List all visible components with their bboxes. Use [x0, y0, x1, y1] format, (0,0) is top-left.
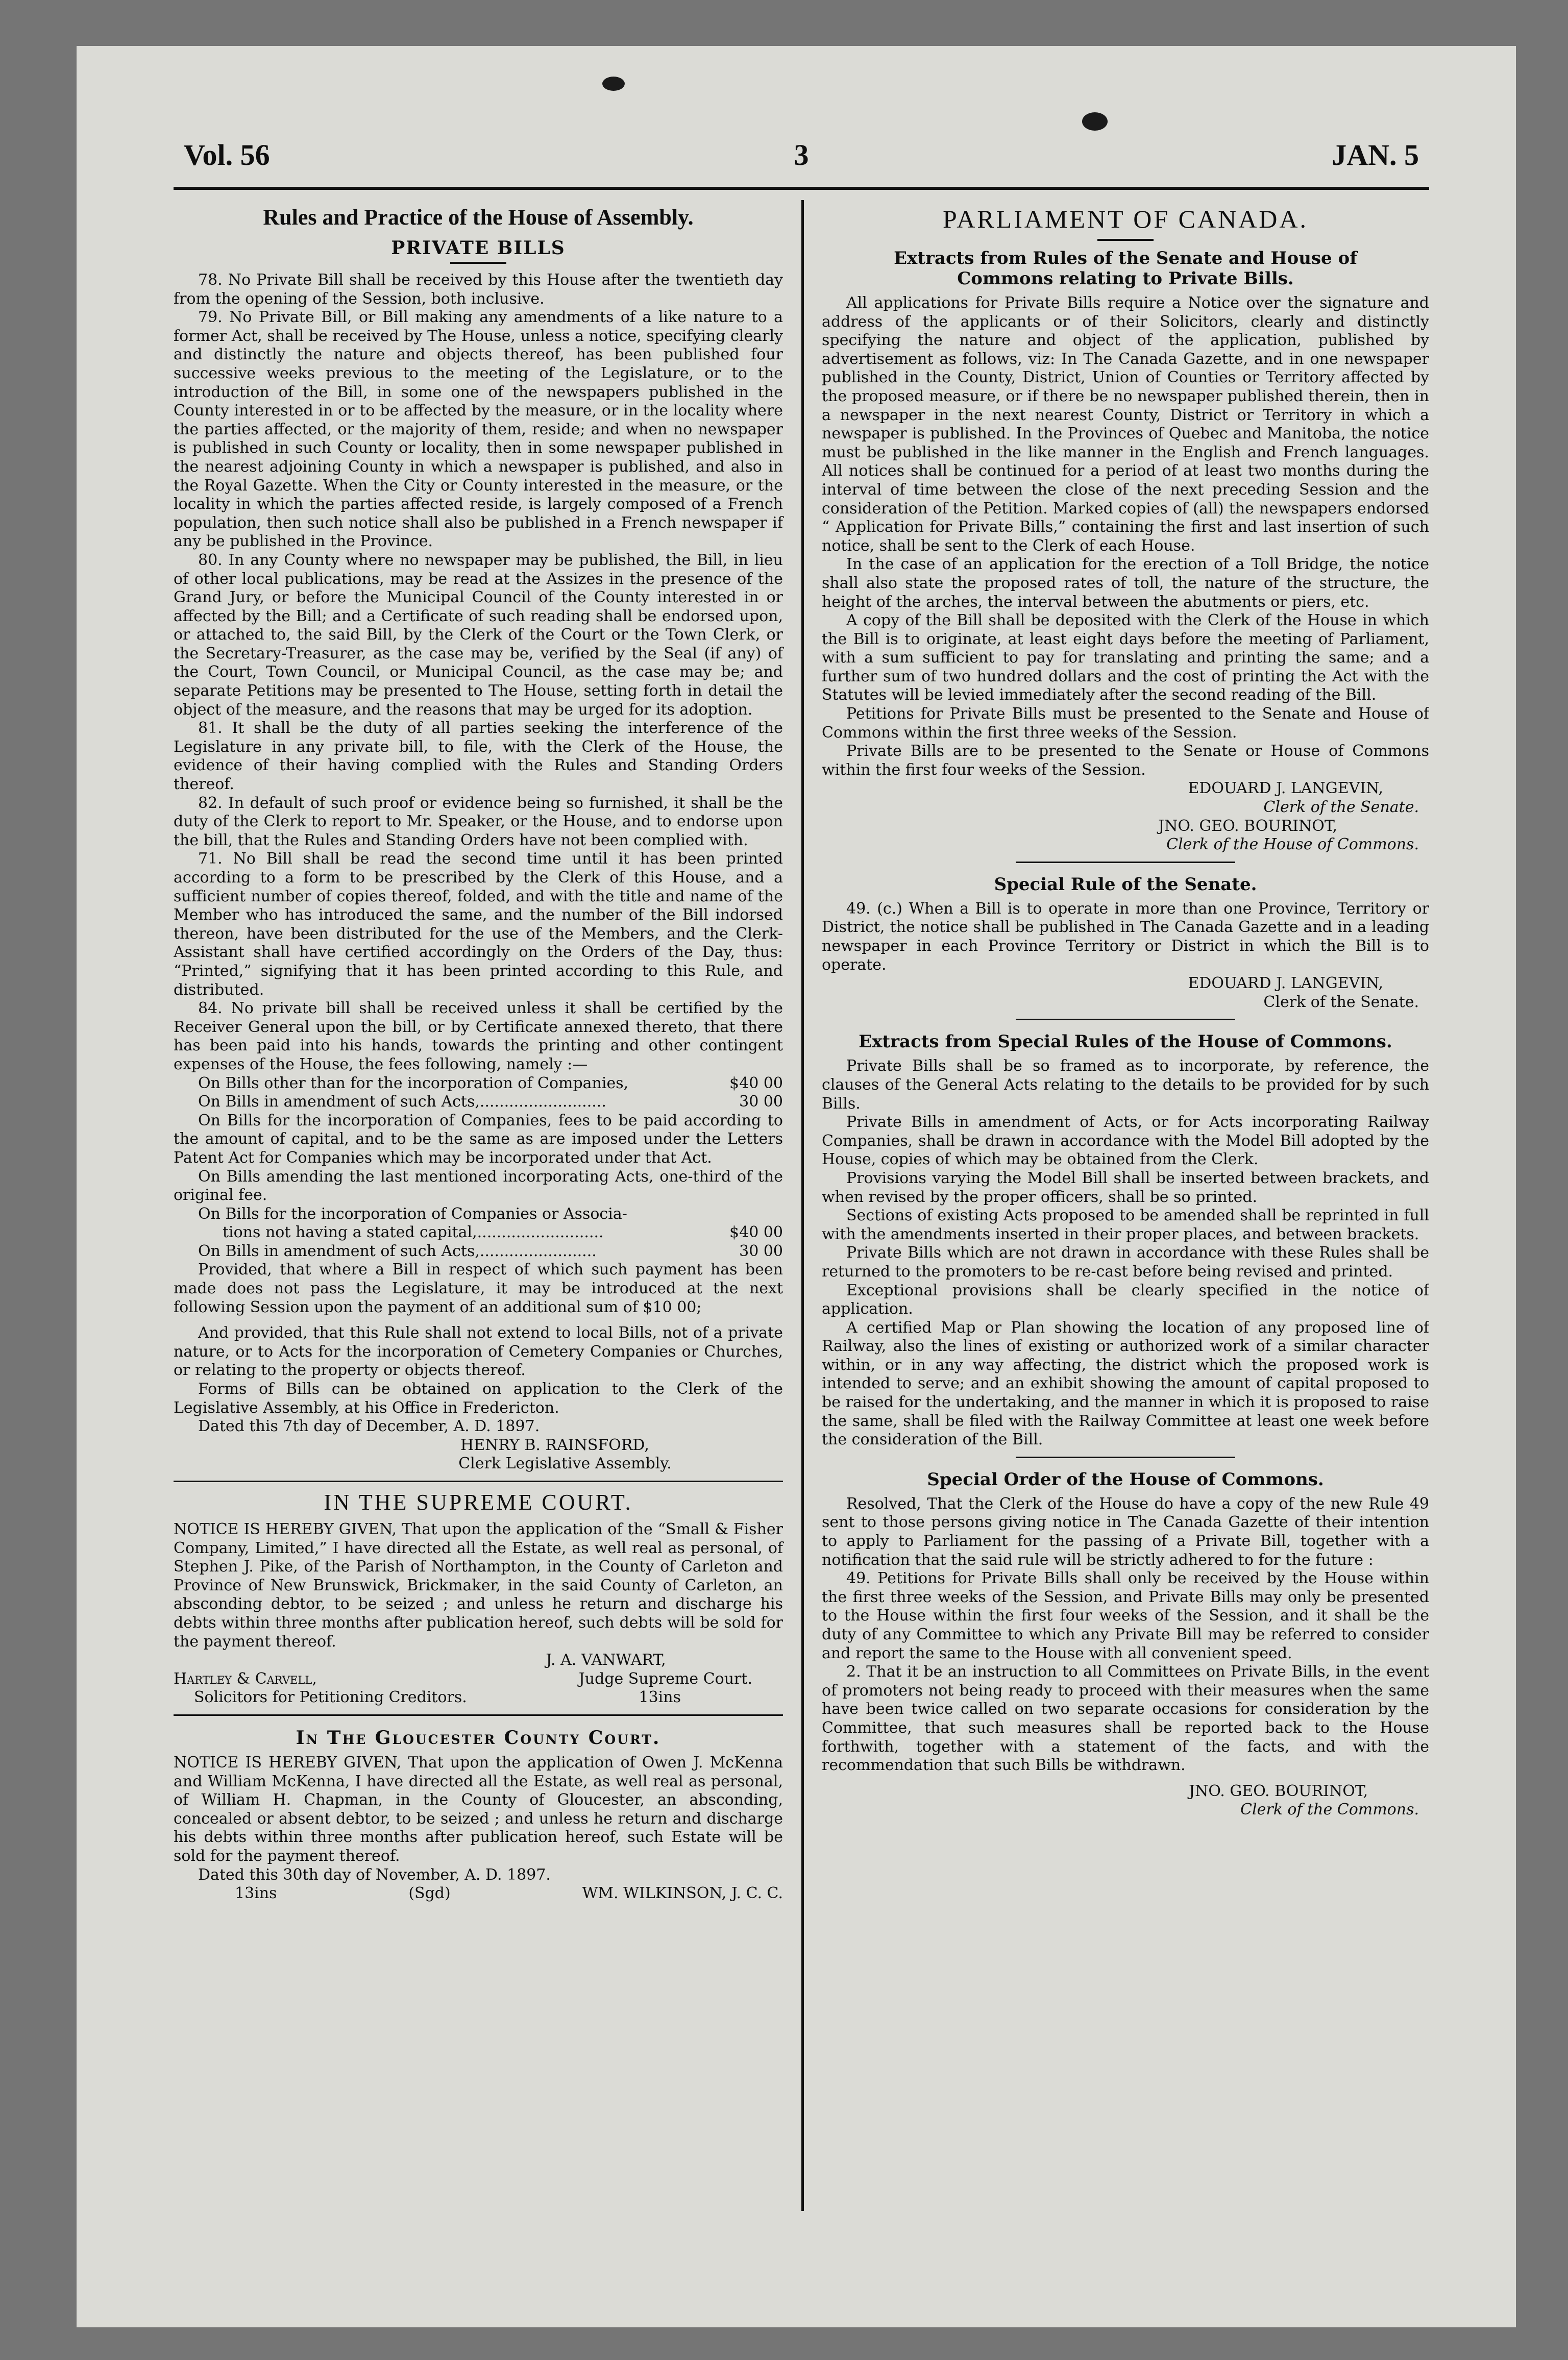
fee-value: $40 00	[729, 1223, 783, 1242]
divider	[450, 262, 506, 264]
commons-rule-paragraph: Sections of existing Acts proposed to be amended shall be reprinted in full with the amendments inserted in their proper places, and between brackets.	[822, 1207, 1429, 1243]
toll-bridge-paragraph: In the case of an application for the erection of a Toll Bridge, the notice shall also state the proposed rates of toll, the nature of the structure, the height of the arches, the interval between the abutments or piers, etc.	[822, 555, 1429, 611]
fee-paragraph: On Bills amending the last mentioned incorporating Acts, one-third of the original fee.	[174, 1167, 783, 1204]
signature-name: JNO. GEO. BOURINOT,	[1158, 817, 1337, 835]
senate-rule-heading: Special Rule of the Senate.	[994, 874, 1257, 895]
supreme-court-notice: NOTICE IS HEREBY GIVEN, That upon the application of the “Small & Fisher Company, Limited,” I have directed all the Estate, as well real as personal, of Stephen J. Pike, of the Parish of Northampton, in the County of Carleton and Province of New Brunswick, Brickmaker, in the said County of Carleton, an absconding debtor, to be seized ; and unless he return and discharge his debts within three months after publication hereof, such debts will be sold for the payment thereof.	[174, 1520, 783, 1651]
signature-title: Clerk of the House of Commons.	[1166, 835, 1419, 854]
proviso-paragraph: And provided, that this Rule shall not extend to local Bills, not of a private nature, or to Acts for the incorporation of Cemetery Companies or Churches, or relating to the property or objects thereof.	[174, 1324, 783, 1380]
signature-title: Clerk of the Senate.	[1263, 798, 1419, 817]
fee-line	[174, 1093, 783, 1112]
gloucester-court-notice: NOTICE IS HEREBY GIVEN, That upon the application of Owen J. McKenna and William McKenna, I have directed all the Estate, as well real as personal, of William H. Chapman, in the County of Gloucester, an absconding, concealed or absent debtor, to be seized ; and unless he return and discharge his debts within three months after publication hereof, such Estate will be sold for the payment thereof.	[174, 1753, 783, 1865]
fee-paragraph: On Bills for the incorporation of Companies, fees to be paid according to the amount of capital, and to be the same as are imposed under the Letters Patent Act for Companies which may be incorporated under that Act.	[174, 1111, 783, 1167]
signature-title: Clerk of the Senate.	[1263, 993, 1419, 1011]
special-order-paragraph: 2. That it be an instruction to all Committees on Private Bills, in the event of promoters not being ready to proceed with their measures when the same have been twice called on two separate occasions for consideration by the Committee, that such measures shall be reported back to the House forthwith, together with a statement of the facts, and with the recommendation that such Bills be withdrawn.	[822, 1663, 1429, 1775]
divider	[1016, 1457, 1235, 1458]
page-header	[174, 122, 1429, 184]
rule-82: 82. In default of such proof or evidence being so furnished, it shall be the duty of the Clerk to report to Mr. Speaker, or the House, and to endorse upon the bill, that the Rules and Standing Orders have not been complied with.	[174, 794, 783, 849]
divider	[174, 1481, 783, 1482]
divider	[174, 1714, 783, 1716]
solicitor-role: Solicitors for Petitioning Creditors.	[194, 1688, 467, 1707]
proviso-paragraph: Provided, that where a Bill in respect of which such payment has been made does not pass the Legislature, it may be introduced at the next following Session upon the payment of an additional sum of $10 00;	[174, 1261, 783, 1316]
fee-text: tions not having a stated capital,..........................	[223, 1223, 604, 1242]
judge-signature: WM. WILKINSON, J. C. C.	[582, 1884, 783, 1903]
fee-text: On Bills in amendment of such Acts,..........................	[198, 1093, 606, 1111]
commons-rule-paragraph: Private Bills which are not drawn in accordance with these Rules shall be returned to the promoters to be re-cast before being revised and printed.	[822, 1244, 1429, 1281]
gloucester-court-heading: In The Gloucester County Court.	[296, 1727, 661, 1749]
fee-paragraph: On Bills for the incorporation of Companies or Associa-	[198, 1204, 627, 1223]
special-order-heading: Special Order of the House of Commons.	[927, 1469, 1324, 1490]
signed-mark: (Sgd)	[408, 1884, 451, 1903]
commons-rule-paragraph: Exceptional provisions shall be clearly specified in the notice of application.	[822, 1281, 1429, 1318]
rule-71: 71. No Bill shall be read the second time until it has been printed according to a form to be prescribed by the Clerk of this House, and a sufficient number of copies thereof, folded, and with the title and name of the Member who has introduced the same, and the number of the Bill indorsed thereon, have been distributed for the use of the Members, and the Clerk-Assistant shall have certified accordingly on the Orders of the Day, thus: “Printed,” signifying that it has been printed according to this Rule, and distributed.	[174, 850, 783, 999]
commons-rules-heading: Extracts from Special Rules of the House of Commons.	[859, 1031, 1392, 1052]
fee-value: 30 00	[739, 1242, 783, 1260]
insertion-count: 13ins	[235, 1884, 277, 1903]
newspaper-page	[77, 46, 1516, 2327]
signature-row	[174, 1688, 783, 1707]
signature-name: JNO. GEO. BOURINOT,	[1189, 1782, 1368, 1800]
judge-name: J. A. VANWART,	[546, 1651, 666, 1669]
signature-row	[174, 1884, 783, 1903]
fee-line	[174, 1074, 783, 1093]
fee-line	[174, 1242, 783, 1261]
signature-title: Clerk Legislative Assembly.	[458, 1455, 672, 1473]
left-column	[174, 190, 801, 2231]
presentation-paragraph: Private Bills are to be presented to the Senate or House of Commons within the first four weeks of the Session.	[822, 742, 1429, 779]
fee-text: On Bills other than for the incorporation of Companies,	[198, 1074, 629, 1092]
rules-title: Rules and Practice of the House of Assembly.	[263, 205, 694, 230]
issue-date: JAN. 5	[1332, 138, 1419, 171]
supreme-court-heading: IN THE SUPREME COURT.	[324, 1490, 633, 1515]
divider	[1097, 239, 1154, 241]
extracts-heading: Extracts from Rules of the Senate and House of Commons relating to Private Bills.	[894, 248, 1357, 289]
dated-line: Dated this 7th day of December, A. D. 1897.	[198, 1417, 540, 1436]
page-number: 3	[794, 138, 809, 171]
forms-paragraph: Forms of Bills can be obtained on application to the Clerk of the Legislative Assembly, at his Office in Fredericton.	[174, 1380, 783, 1417]
rule-81: 81. It shall be the duty of all parties seeking the interference of the Legislature in any private bill, to file, with the Clerk of the House, the evidence of their having complied with the Rules and Standing Orders thereof.	[174, 719, 783, 794]
rule-78: 78. No Private Bill shall be received by this House after the twentieth day from the opening of the Session, both inclusive.	[174, 271, 783, 308]
dated-line: Dated this 30th day of November, A. D. 1897.	[198, 1865, 551, 1884]
columns	[174, 190, 1429, 2231]
signature-name: HENRY B. RAINSFORD,	[460, 1436, 649, 1454]
fee-line	[174, 1223, 783, 1242]
binding-hole-1	[602, 77, 625, 91]
commons-rule-paragraph: A certified Map or Plan showing the location of any proposed line of Railway, also the lines of existing or authorized work of a similar character within, or in any way affecting, the district which the proposed work is intended to serve; and an exhibit showing the amount of capital proposed to be raised for the undertaking, and the manner in which it is proposed to raise the same, shall be filed with the Railway Committee at least one week before the consideration of the Bill.	[822, 1318, 1429, 1449]
insertion-count: 13ins	[639, 1688, 681, 1707]
commons-rule-paragraph: Private Bills shall be so framed as to incorporate, by reference, the clauses of the General Acts relating to the details to be provided for by such Bills.	[822, 1057, 1429, 1113]
fee-value: 30 00	[739, 1093, 783, 1111]
right-column	[801, 190, 1429, 2231]
special-order-paragraph: Resolved, That the Clerk of the House do have a copy of the new Rule 49 sent to those persons giving notice in The Canada Gazette of their intention to apply to Parliament for the passing of a Private Bill, together with a notification that the said rule will be strictly adhered to for the future :	[822, 1494, 1429, 1569]
divider	[1016, 1019, 1235, 1020]
special-order-paragraph: 49. Petitions for Private Bills shall only be received by the House within the first three weeks of the Session, and Private Bills may only be presented to the House within the first four weeks of the Session, and it shall be the duty of any Committee to which any Private Bill may be referred to consider and report the same to the House with all convenient speed.	[822, 1569, 1429, 1662]
rule-84: 84. No private bill shall be received unless it shall be certified by the Receiver General upon the bill, or by Certificate annexed thereto, that there has been paid into his hands, towards the printing and other contingent expenses of the House, the fees following, namely :—	[174, 999, 783, 1073]
parliament-title: PARLIAMENT OF CANADA.	[942, 205, 1309, 233]
judge-title: Judge Supreme Court.	[578, 1669, 752, 1688]
volume-label: Vol. 56	[184, 138, 270, 171]
fee-value: $40 00	[729, 1074, 783, 1092]
signature-row	[174, 1670, 783, 1689]
senate-rule-text: 49. (c.) When a Bill is to operate in more than one Province, Territory or District, the notice shall be published in The Canada Gazette and in a leading newspaper in each Province Territory or District in which the Bill is to operate.	[822, 899, 1429, 974]
private-bills-heading: PRIVATE BILLS	[391, 237, 566, 259]
divider	[1016, 862, 1235, 863]
commons-rule-paragraph: Provisions varying the Model Bill shall be inserted between brackets, and when revised by the proper officers, shall be so printed.	[822, 1169, 1429, 1206]
deposit-paragraph: A copy of the Bill shall be deposited with the Clerk of the House in which the Bill is to originate, at least eight days before the meeting of Parliament, with a sum sufficient to pay for translating and printing the same; and a further sum of two hundred dollars and the cost of printing the Act with the Statutes will be levied immediately after the second reading of the Bill.	[822, 611, 1429, 704]
notice-paragraph: All applications for Private Bills require a Notice over the signature and address of the applicants or of their Solicitors, clearly and distinctly specifying the nature and object of the application, published by advertisement as follows, viz: In The Canada Gazette, and in one newspaper published in the County, District, Union of Counties or Territory affected by the proposed measure, or if there be no newspaper published therein, then in a newspaper in the next nearest County, District or Territory in which a newspaper is published. In the Provinces of Quebec and Manitoba, the notice must be published in the like manner in the English and French languages. All notices shall be continued for a period of at least two months during the interval of time between the close of the next preceding Session and the consideration of the Petition. Marked copies of (all) the newspapers endorsed “ Application for Private Bills,” containing the first and last insertion of such notice, shall be sent to the Clerk of each House.	[822, 294, 1429, 555]
petitions-paragraph: Petitions for Private Bills must be presented to the Senate and House of Commons within the first three weeks of the Session.	[822, 705, 1429, 742]
rule-80: 80. In any County where no newspaper may be published, the Bill, in lieu of other local publications, may be read at the Assizes in the presence of the Grand Jury, or before the Municipal Council of the County interested in or affected by the Bill; and a Certificate of such reading shall be endorsed upon, or attached to, the said Bill, by the Clerk of the Court or the Town Clerk, or the Secretary-Treasurer, as the case may be, verified by the Seal (if any) of the Court, Town Council, or Municipal Council, as the case may be; and separate Petitions may be presented to The House, setting forth in detail the object of the measure, and the reasons that may be urged for its adoption.	[174, 551, 783, 719]
rule-79: 79. No Private Bill, or Bill making any amendments of a like nature to a former Act, shall be received by The House, unless a notice, specifying clearly and distinctly the nature and objects thereof, has been published four successive weeks previous to the meeting of the Legislature, or to the introduction of the Bill, in some one of the newspapers published in the County interested in or to be affected by the measure, or in the locality where the parties affected, or the majority of them, reside; and when no newspaper is published in such County or locality, then in some newspaper published in the nearest adjoining County in which a newspaper is published, and also in the Royal Gazette. When the City or County interested in the measure, or the locality in which the parties affected reside, is largely composed of a French population, then such notice shall also be published in a French newspaper if any be published in the Province.	[174, 308, 783, 551]
signature-name: EDOUARD J. LANGEVIN,	[1188, 974, 1383, 993]
signature-title: Clerk of the Commons.	[1240, 1801, 1419, 1819]
fee-text: On Bills in amendment of such Acts,........................	[198, 1242, 597, 1260]
solicitor-firm: Hartley & Carvell,	[174, 1669, 317, 1688]
signature-name: EDOUARD J. LANGEVIN,	[1188, 779, 1383, 798]
commons-rule-paragraph: Private Bills in amendment of Acts, or for Acts incorporating Railway Companies, shall be drawn in accordance with the Model Bill adopted by the House, copies of which may be obtained from the Clerk.	[822, 1113, 1429, 1169]
column-divider	[801, 200, 804, 2211]
